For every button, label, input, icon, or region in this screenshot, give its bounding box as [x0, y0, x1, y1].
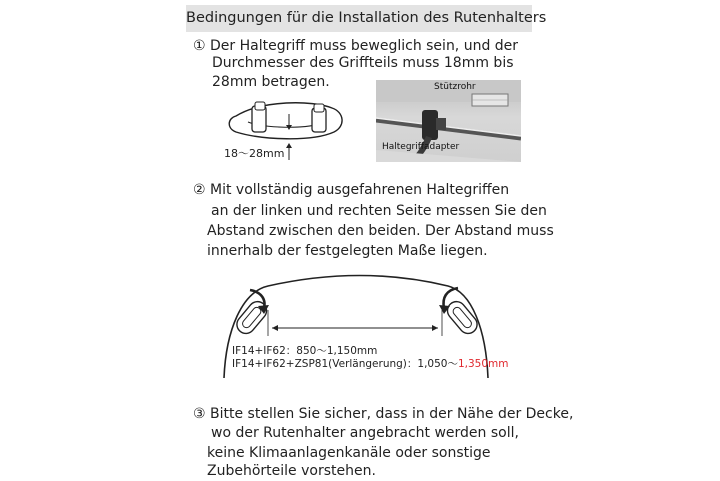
section2-line-1: ② Mit vollständig ausgefahrenen Haltegriffen — [193, 182, 510, 198]
photo-label-support-tube: Stützrohr — [434, 82, 476, 92]
section1-line-2: Durchmesser des Griffteils muss 18mm bis — [212, 55, 514, 71]
section2-line-4: innerhalb der festgelegten Maße liegen. — [207, 243, 488, 259]
photo-label-handle-adapter: Haltegriffadapter — [382, 142, 460, 152]
measure-extension-value-min: 1,050～ — [417, 358, 458, 370]
measure-extension — [232, 358, 509, 371]
section2-number: ② — [193, 182, 206, 198]
section1-number: ① — [193, 38, 206, 54]
section3-line-2: wo der Rutenhalter angebracht werden soll, — [211, 425, 519, 441]
section3-line-4: Zubehörteile vorstehen. — [207, 463, 376, 479]
measure-standard-label: IF14+IF62： — [232, 345, 297, 357]
section2-line-2: an der linken und rechten Seite messen Sie den — [211, 203, 547, 219]
section2-line-3: Abstand zwischen den beiden. Der Abstand muss — [207, 223, 554, 239]
measure-extension-value-max: 1,350mm — [457, 358, 509, 370]
diameter-label: 18～28mm — [224, 147, 285, 160]
measure-standard — [232, 345, 377, 358]
section3-line-1: ③ Bitte stellen Sie sicher, dass in der Nähe der Decke, — [193, 406, 574, 422]
section1-line-3: 28mm betragen. — [212, 74, 330, 90]
installation-photo — [376, 80, 521, 162]
section1-line-1: ① Der Haltegriff muss beweglich sein, und der — [193, 38, 519, 54]
section-title: Bedingungen für die Installation des Rutenhalters — [186, 5, 532, 32]
measure-extension-label: IF14+IF62+ZSP81(Verlängerung)： — [232, 358, 418, 370]
section3-line-3: keine Klimaanlagenkanäle oder sonstige — [207, 445, 491, 461]
measure-standard-value: 850～1,150mm — [296, 345, 378, 357]
section3-number: ③ — [193, 406, 206, 422]
